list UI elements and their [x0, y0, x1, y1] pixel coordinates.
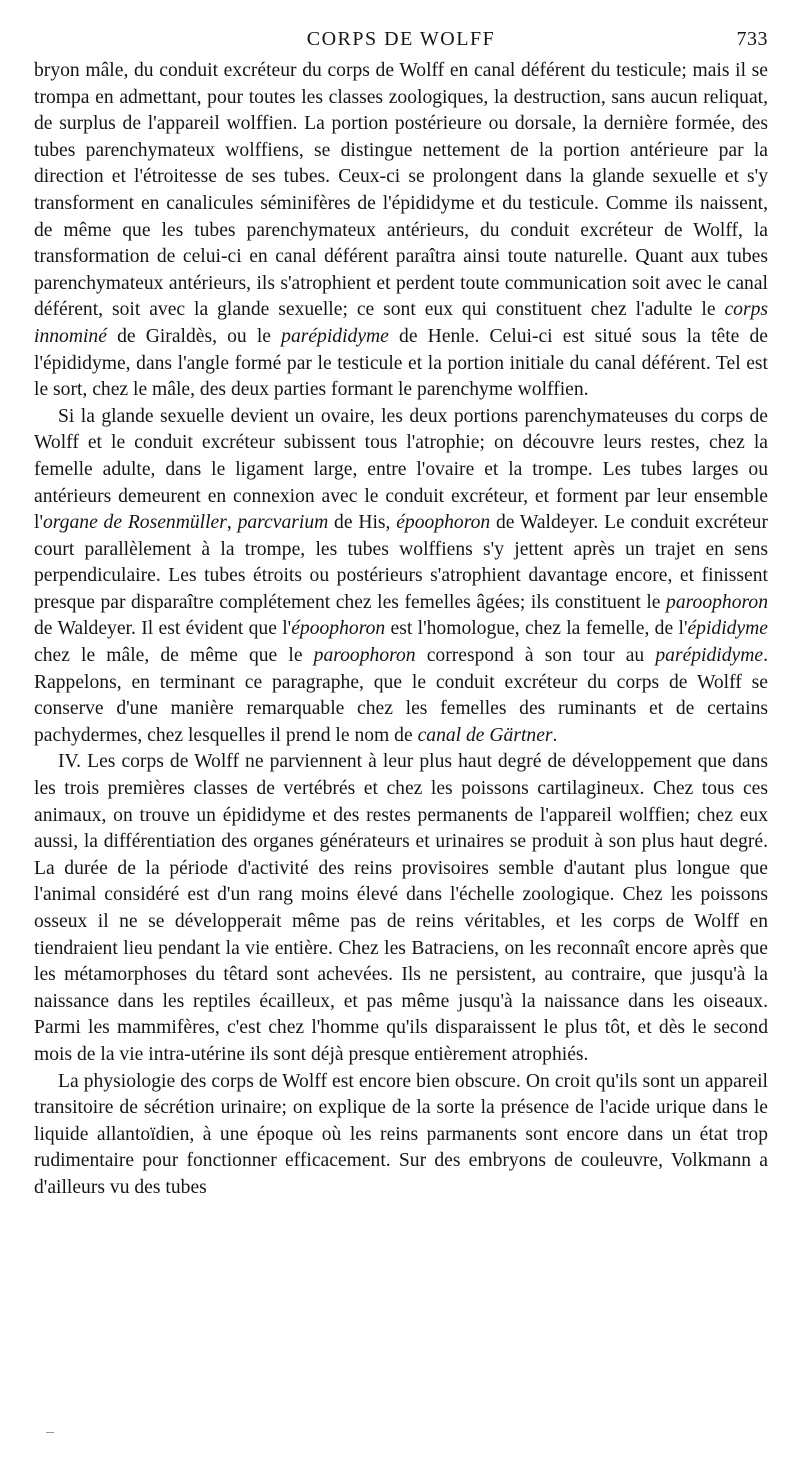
italic-term: paroophoron [313, 645, 416, 667]
page-number: 733 [736, 28, 768, 50]
italic-term: paroophoron [666, 591, 768, 613]
italic-term: corps innominé [34, 299, 768, 347]
paragraph-3 [34, 749, 768, 1068]
text-run: de Henle. Celui-ci est situé sous la tête de l'épididyme, dans l'angle formé par le testicule et la portion initiale du canal déférent. Tel est le sort, chez le mâle, des deux parties formant le parenchyme wolffien. [34, 325, 768, 401]
text-run: . Rappelons, en terminant ce paragraphe, que le conduit excréteur du corps de Wolff se conserve d'une manière remarquable chez les femelles des ruminants et de certains pachydermes, chez lesquelles il prend le nom de [34, 645, 768, 746]
margin-mark [46, 1432, 54, 1433]
italic-term: parcvarium [237, 512, 329, 534]
italic-term: canal de Gärtner [417, 724, 553, 746]
text-run: Si la glande sexuelle devient un ovaire, les deux portions parenchymateuses du corps de Wolff et le conduit excréteur subissent tous l'atrophie; on découvre leurs restes, chez la femelle adulte, dans le ligament large, entre l'ovaire et la trompe. Les tubes larges ou antérieurs demeurent en connexion avec le conduit excréteur, et forment par leur ensemble l' [34, 405, 768, 534]
text-run: . [552, 724, 558, 746]
text-run: bryon mâle, du conduit excréteur du corps de Wolff en canal déférent du testicule; mais il se trompa en admettant, pour toutes les classes zoologiques, la destruction, sans aucun reliquat, de surplus de l'appareil wolffien. La portion postérieure ou dorsale, la dernière formée, des tubes parenchymateux wolffiens, se distingue nettement de la portion antérieure par la direction et l'étroitesse de ses tubes. Ceux-ci se prolongent dans la glande sexuelle et s'y transforment en canalicules séminifères de l'épididyme et du testicule. Comme ils naissent, de même que les tubes parenchymateux antérieurs, du conduit excréteur de Wolff, la transformation de celui-ci en canal déférent paraîtra ainsi toute naturelle. Quant aux tubes parenchymateux antérieurs, ils s'atrophient et perdent toute communication soit avec le canal déférent, soit avec la glande sexuelle; ce sont eux qui constituent chez l'adulte le [34, 60, 768, 321]
text-run: correspond à son tour au [415, 645, 656, 667]
italic-term: épididyme [687, 618, 769, 640]
text-run: chez le mâle, de même que le [34, 645, 314, 667]
italic-term: époophoron [291, 618, 386, 640]
paragraph-1 [34, 58, 768, 404]
italic-term: organe de Rosenmüller [42, 512, 227, 534]
text-run: La physiologie des corps de Wolff est encore bien obscure. On croit qu'ils sont un appareil transitoire de sécrétion urinaire; on explique de la sorte la présence de l'acide urique dans le liquide allantoïdien, à une époque où les reins parmanents sont encore dans un état trop rudimentaire pour fonctionner efficacement. Sur des embryons de couleuvre, Volkmann a d'ailleurs vu des tubes [34, 1070, 768, 1198]
italic-term: parépididyme [655, 645, 764, 667]
italic-term: époophoron [396, 512, 491, 534]
body-text [34, 58, 768, 1202]
italic-term: parépididyme [281, 325, 389, 347]
text-run: de Waldeyer. Le conduit excréteur court parallèlement à la trompe, les tubes wolffiens s'y jettent après un trajet en sens perpendiculaire. Les tubes étroits ou postérieurs s'atrophient davantage encore, et finissent presque par disparaître complétement chez les femelles âgées; ils constituent le [34, 512, 768, 613]
paragraph-4 [34, 1069, 768, 1202]
text-run: de His, [328, 512, 397, 534]
document-page [34, 28, 768, 1202]
running-header [34, 28, 768, 58]
text-run: est l'homologue, chez la femelle, de l' [385, 618, 688, 640]
text-run: de Giraldès, ou le [106, 325, 282, 347]
text-run: , [226, 512, 238, 534]
running-title: CORPS DE WOLFF [306, 28, 496, 50]
paragraph-2 [34, 404, 768, 750]
text-run: de Waldeyer. Il est évident que l' [34, 618, 292, 640]
text-run: IV. Les corps de Wolff ne parviennent à leur plus haut degré de développement que dans les trois premières classes de vertébrés et chez les poissons cartilagineux. Chez tous ces animaux, on trouve un épididyme et des restes permanents de l'appareil wolffien; chez eux aussi, la différentiation des organes générateurs et urinaires se produit à son plus haut degré. La durée de la période d'activité des reins provisoires semble d'autant plus longue que l'animal considéré est d'un rang moins élevé dans l'échelle zoologique. Chez les poissons osseux il ne se développerait même pas de reins véritables, et les corps de Wolff en tiendraient lieu pendant la vie entière. Chez les Batraciens, on les reconnaît encore après que les métamorphoses du têtard sont achevées. Ils ne persistent, au contraire, que jusqu'à la naissance dans les reptiles écailleux, et pas même jusqu'à la naissance dans les oiseaux. Parmi les mammifères, c'est chez l'homme qu'ils disparaissent le plus tôt, et dès le second mois de la vie intra-utérine ils sont déjà presque entièrement atrophiés. [34, 751, 768, 1065]
